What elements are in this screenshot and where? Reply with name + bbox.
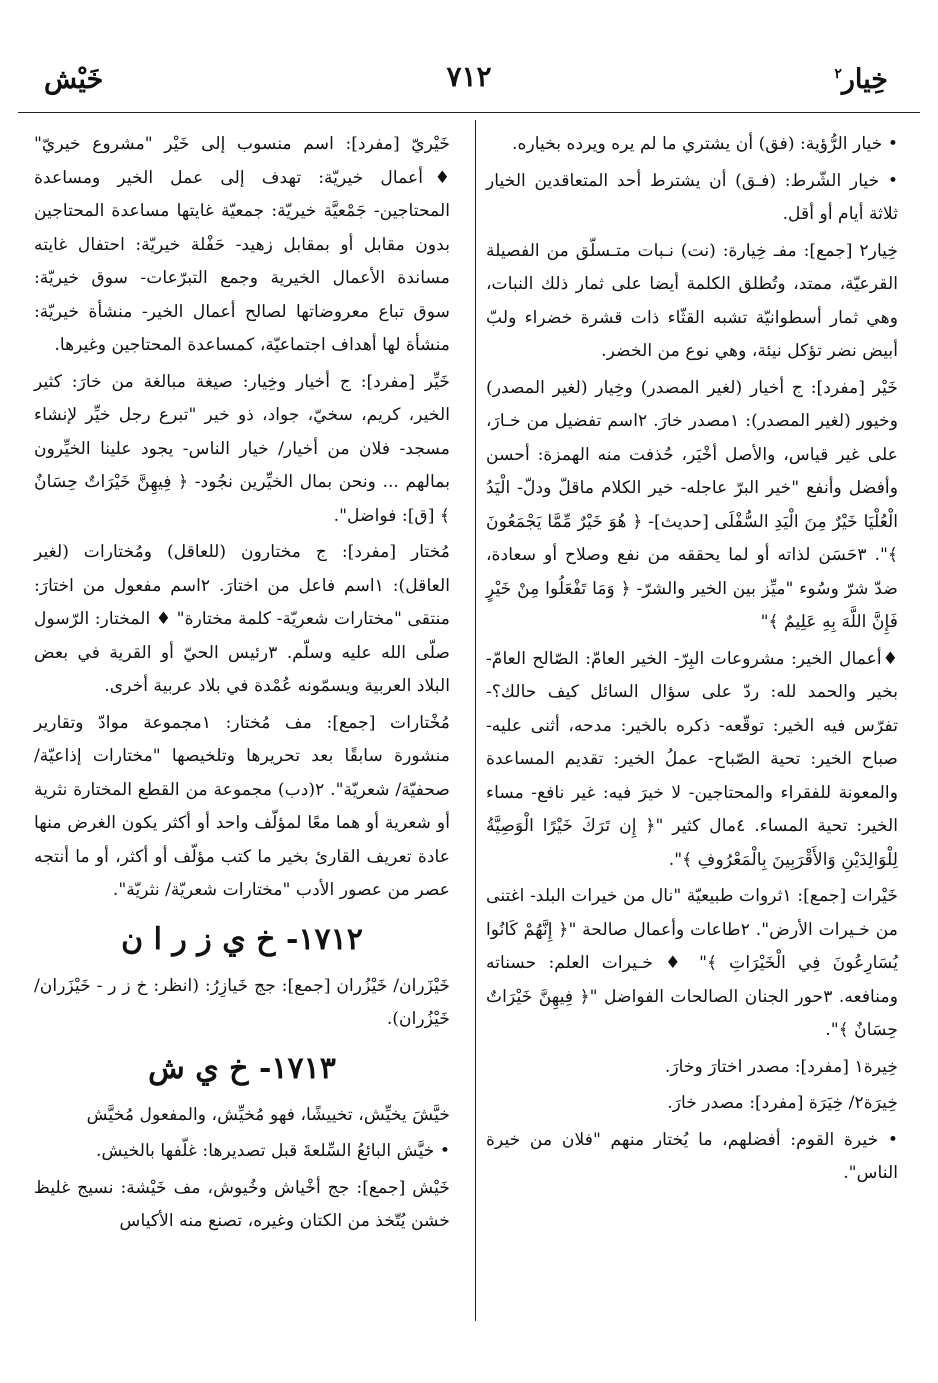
column-divider: [475, 120, 476, 1321]
entry-mukhtarat: مُخْتارات [جمع]: مف مُختار: ١مجموعة موادّ وتقارير منشورة سابقًا بعد تحريرها وتلخيصها "مختارات إذاعيّة/ صحفيّة/ شعريّة". ٢(دب) مجموعة من القطع المختارة نثرية أو شعرية أو هما معًا لمؤلّف واحد أو أكثر يكون الغرض منها عادة تعريف القارئ بخير ما كتب مؤلّف أو أكثر، أو ما أنتجه عصر من عصور الأدب "مختارات شعريّة/ نثريّة".: [34, 712, 451, 900]
entry-khaysh: خَيْش [جمع]: جج أخْياش وخُيوش، مف خَيْشة: نسيج غليظ خشن يُتّخذ من الكتان وغيره، تصنع منه الأكياس: [34, 1177, 450, 1231]
entry-mukhtar: مُختار [مفرد]: ج مختارون (للعاقل) ومُختارات (لغير العاقل): ١اسم فاعل من اختارَ. ٢اسم مفعول من اختارَ: منتقى "مختارات شعريّة- كلمة مختارة" ♦ المختار: الرّسول صلّى الله عليه وسلّم. ٣رئيس الحيّ أو القرية في بعض البلاد العربية ويسمّونه عُمْدة في بلاد عربية أخرى.: [34, 542, 450, 696]
running-head-superscript: ٢: [834, 66, 842, 82]
entry-khira-2: خِيرَة٢/ خِيَرَة [مفرد]: مصدر خارَ.: [667, 1093, 898, 1113]
running-head-word: خِيار: [841, 64, 888, 95]
entry-khayr: خَيْر [مفرد]: ج أخيار (لغير المصدر) وخِيار (لغير المصدر) وخيور (لغير المصدر): ١مصدر خارَ. ٢اسم تفضيل من خـارَ، على غير قياس، والأصل أخْيَر، حُذفت منه الهمزة: أحسن وأفضل وأنفع "خير البرّ عاجله- خير الكلام ماقلّ ودلّ- الْيَدُ الْعُلْيَا خَيْرٌ مِنَ الْيَدِ السُّفْلَى [حديث]- ﴿ هُوَ خَيْرٌ مِّمَّا يَجْمَعُونَ ﴾". ٣حَسَن لذاته أو لما يحققه من نفع وصلاح أو سعادة، ضدّ شرّ وسُوء "ميِّز بين الخير والشرّ- ﴿ وَمَا تَفْعَلُوا مِنْ خَيْرٍ فَإِنَّ اللَّهَ بِهِ عَلِيمٌ ﴾": [486, 377, 898, 632]
entry-khayyasha-example: • خيَّش البائعُ السِّلعةَ قبل تصديرها: غلّفها بالخيش.: [96, 1141, 450, 1161]
section-heading-1712: ١٧١٢- خ ي ز ر ا ن: [121, 921, 363, 957]
entry-khira-1: خِيرة١ [مفرد]: مصدر اختارَ وخارَ.: [664, 1056, 898, 1077]
entry-khiyar-2: خِيار٢ [جمع]: مفـ خِيارة: (نت) نـبات متـسلّق من الفصيلة القرعيّة، ممتد، وتُطلق الكلمة أيضا على ثمار ذلك النبات، وهي ثمار أسطوانيّة تشبه القثّاء ذات قشرة خضراء ولبّ أبيض نضر تؤكل نيئة، وهي نوع من الخضر.: [486, 240, 898, 361]
entry-khirat-alqawm: • خيرة القوم: أفضلهم، ما يُختار منهم "فلان من خيرة الناس".: [486, 1129, 898, 1183]
section-heading-1713: ١٧١٣- خ ي ش: [148, 1050, 336, 1086]
running-head-left: خَيْش: [44, 64, 104, 95]
page-header: [36, 58, 902, 108]
entry-khiyar-shart: • خيار الشّرط: (فـق) أن يشترط أحد المتعاقدين الخيار ثلاثة أيام أو أقل.: [486, 170, 898, 224]
page-number: ٧١٢: [446, 60, 492, 93]
entry-khayrat: خَيْرات [جمع]: ١ثروات طبيعيّة "نال من خيرات البلد- اغتنى من خـيرات الأرض". ٢طاعات وأعمال صالحة "﴿ إِنَّهُمْ كَانُوا يُسَارِعُونَ فِي الْخَيْرَاتِ ﴾" ♦ خـيرات العلم: حسناته ومنافعه. ٣حور الجنان الصالحات الفواضل "﴿ فِيهِنَّ خَيْرَاتٌ حِسَانٌ ﴾".: [486, 886, 899, 1040]
right-column: [486, 128, 898, 1194]
entry-khayr-idioms: ♦أعمال الخير: مشروعات البِرّ- الخير العامّ: الصّالح العامّ- بخير والحمد لله: ردّ على سؤال السائل كيف حالك؟- تفرّس فيه الخير: توقّعه- ذكره بالخير: مدحه، أثنى عليه- صباح الخير: تحية الصّباح- عملُ الخير: تقديم المساعدة والمعونة للفقراء والمحتاجين- لا خيرَ فيه: غير نافع- مساء الخير: تحية المساء. ٤مال كثير "﴿ إِن تَرَكَ خَيْرًا الْوَصِيَّةُ لِلْوَالِدَيْنِ وَالأَقْرَبِينَ بِالْمَعْرُوفِ ﴾".: [486, 648, 898, 870]
header-rule: [18, 112, 920, 113]
entry-khayri: خَيْريّ [مفرد]: اسم منسوب إلى خَيْر "مشروع خيريّ" ♦أعمال خيريّة: تهدف إلى عمل الخير ومساعدة المحتاجين- جَمْعيَّة خيريّة: جمعيّة غايتها مساعدة المحتاجين بدون مقابل أو بمقابل زهيد- حَفْلة خيريّة: احتفال غايته مساندة الأعمال الخيرية وجمع التبرّعات- سوق خيريّة: سوق تباع معروضاتها لصالح أعمال الخير- منشأة خيريّة: منشأة لها أهداف اجتماعيّة، كمساعدة المحتاجين وغيرها.: [34, 134, 450, 355]
left-column: [34, 128, 450, 1242]
entry-khiyar-ruya: • خيار الرُّؤية: (فق) أن يشتري ما لم يره ويرده بخياره.: [512, 134, 898, 154]
entry-khayyasha: خيَّشَ يخيِّش، تخييشًا، فهو مُخيِّش، والمفعول مُخيَّش: [86, 1104, 450, 1125]
entry-khayzuran: خَيْزَران/ خَيْزُران [جمع]: جج خَيازِرُ: (انظر: خ ز ر - خَيْزَران/ خَيْزُران).: [34, 975, 450, 1029]
entry-khayyir: خَيِّر [مفرد]: ج أخيار وخِيار: صيغة مبالغة من خارَ: كثير الخير، كريم، سخيّ، جواد، ذو خير "تبرع رجل خيِّر لإنشاء مسجد- فلان من أخيار/ خيار الناس- يجود علينا الخيِّرون بمالهم ... ونحن بمال الخيِّرين نجُود- ﴿ فِيهِنَّ خَيْرَاتٌ حِسَانٌ ﴾ [ق]: فواضل".: [34, 371, 450, 526]
